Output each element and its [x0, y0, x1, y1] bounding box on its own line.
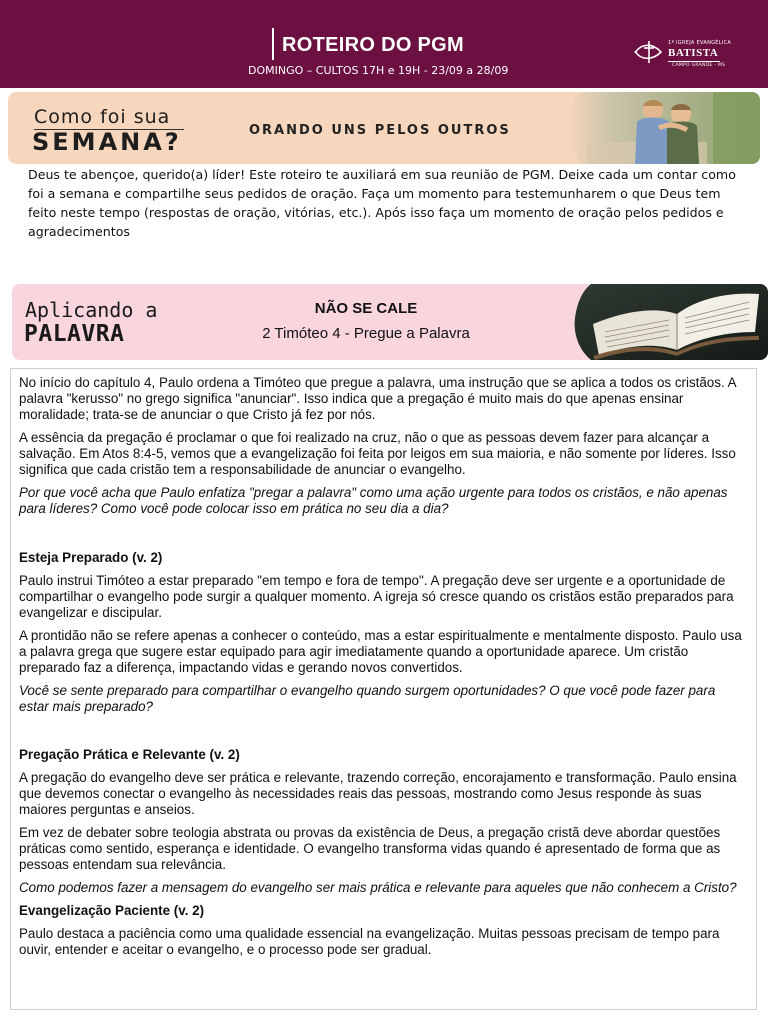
paragraph: Paulo destaca a paciência como uma qualidade essencial na evangelização. Muitas pessoas precisam de tempo para ouvir, entender e aceitar o evangelho, e o processo pode ser gradual. [19, 926, 720, 957]
week-banner [8, 92, 760, 164]
header-divider [272, 28, 274, 60]
discussion-question: Como podemos fazer a mensagem do evangelho ser mais prática e relevante para aqueles que não conhecem a Cristo? [19, 880, 737, 895]
page-title: ROTEIRO DO PGM [282, 34, 464, 56]
word-banner-label-bottom: PALAVRA [24, 321, 125, 347]
week-banner-heading: ORANDO UNS PELOS OUTROS [249, 123, 511, 138]
week-banner-label-bottom: SEMANA? [32, 128, 182, 156]
lesson-content [10, 368, 757, 1010]
paragraph: A pregação do evangelho deve ser prática e relevante, trazendo correção, encorajamento e transformação. Paulo ensina que devemos conectar o evangelho às necessidades reais das pessoas, mostrando como Jesus responde às suas maiores perguntas e anseios. [19, 770, 737, 817]
word-banner [12, 284, 768, 360]
discussion-question: Você se sente preparado para compartilhar o evangelho quando surgem oportunidades? O que você pode fazer para estar mais preparado? [19, 683, 716, 714]
discussion-question: Por que você acha que Paulo enfatiza "pregar a palavra" como uma ação urgente para todos os cristãos, e não apenas para líderes? Como você pode colocar isso em prática no seu dia a dia? [19, 485, 728, 516]
open-bible-photo [573, 284, 768, 360]
paragraph: A essência da pregação é proclamar o que foi realizado na cruz, não o que as pessoas devem fazer para alcançar a salvação. Em Atos 8:4-5, vemos que a evangelização foi feita por leigos em sua maioria, e não somente por líderes. Isso significa que cada cristão tem a responsabilidade de anunciar o evangelho. [19, 430, 736, 477]
paragraph: No início do capítulo 4, Paulo ordena a Timóteo que pregue a palavra, uma instrução que se aplica a todos os cristãos. A palavra "kerusso" no grego significa "anunciar". Isso indica que a pregação é muito mais do que apenas ensinar moralidade; trata-se de anunciar o que Cristo já fez por nós. [19, 375, 736, 422]
page-subtitle: DOMINGO – CULTOS 17H e 19H - 23/09 a 28/09 [248, 64, 509, 77]
logo-line-2: BATISTA [668, 47, 719, 59]
lesson-reference: 2 Timóteo 4 - Pregue a Palavra [262, 325, 470, 342]
section-heading: Evangelização Paciente (v. 2) [19, 903, 205, 918]
two-children-embracing-photo [563, 92, 760, 164]
section-heading: Esteja Preparado (v. 2) [19, 550, 163, 565]
logo-line-3: CAMPO GRANDE - MS [672, 63, 726, 68]
page-header [0, 0, 768, 88]
logo-rule [668, 61, 720, 62]
word-banner-label-top: Aplicando a [25, 298, 158, 322]
paragraph: A prontidão não se refere apenas a conhecer o conteúdo, mas a estar espiritualmente e mentalmente disposto. Paulo usa a palavra grega que sugere estar equipado para agir imediatamente quando a oportunidade aparece. Um cristão preparado faz a diferença, impactando vidas e gerando novos convertidos. [19, 628, 742, 675]
section-heading: Pregação Prática e Relevante (v. 2) [19, 747, 240, 762]
paragraph: Paulo instrui Timóteo a estar preparado "em tempo e fora de tempo". A pregação deve ser urgente e a oportunidade de compartilhar o evangelho pode surgir a qualquer momento. A igreja só cresce quando os cristãos estão preparados para evangelizar e discipular. [19, 573, 734, 620]
logo-line-1: 1ª IGREJA EVANGÉLICA [668, 40, 732, 46]
paragraph: Em vez de debater sobre teologia abstrata ou provas da existência de Deus, a pregação cristã deve abordar questões práticas como sentido, esperança e identidade. O evangelho transforma vidas quando é apresentado de forma que as pessoas entendam sua relevância. [19, 825, 721, 872]
intro-text: Deus te abençoe, querido(a) líder! Este roteiro te auxiliará em sua reunião de PGM. Deixe cada um contar como foi a semana e compartilhe seus pedidos de oração. Faça um momento para testemunharem o que Deus tem feito neste tempo (respostas de oração, vitórias, etc.). Após isso faça um momento de oração pelos pedidos e agradecimentos [28, 167, 736, 239]
fish-icon [632, 36, 664, 68]
lesson-title: NÃO SE CALE [314, 300, 418, 317]
church-logo [632, 34, 732, 74]
week-banner-label-top: Como foi sua [34, 106, 171, 128]
